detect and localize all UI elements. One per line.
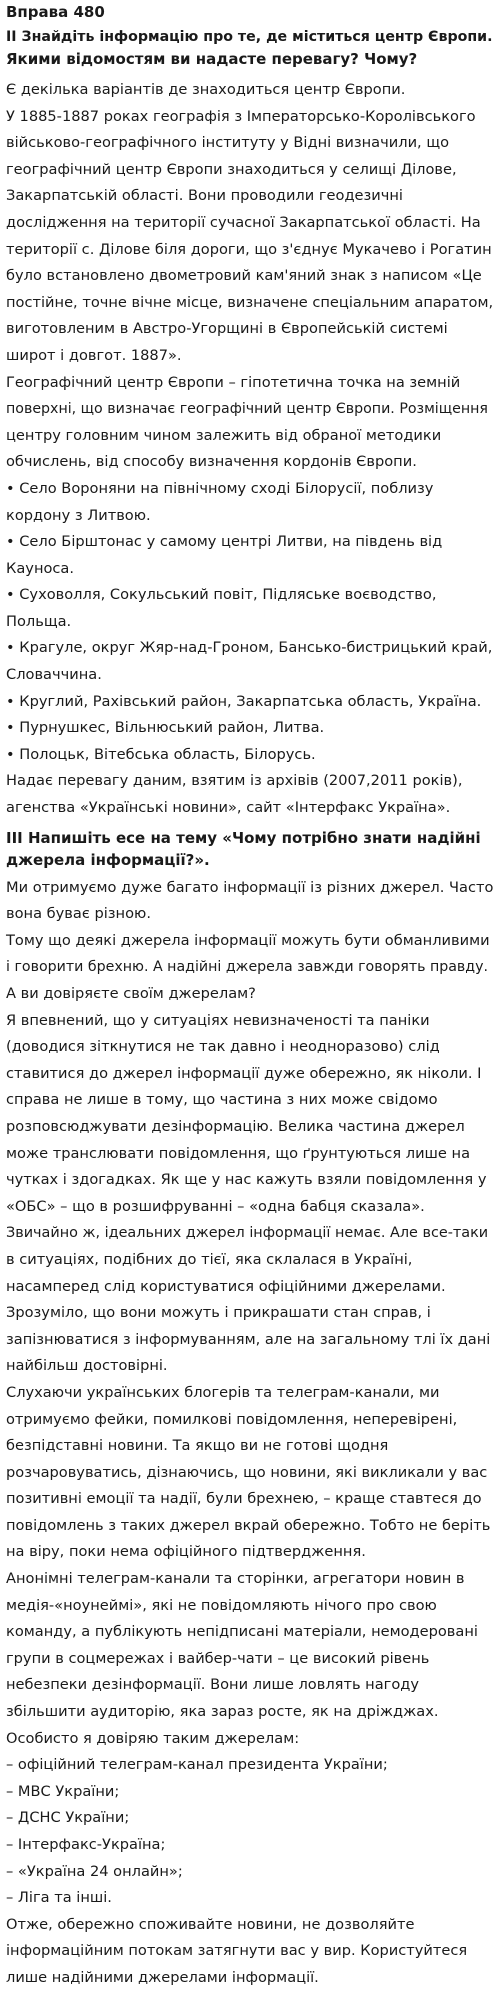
text-line: • Полоцьк, Вітебська область, Білорусь. xyxy=(6,745,316,763)
text-line: центру головним чином залежить від обраної методики xyxy=(6,426,442,444)
text-line: повідомлень з таких джерел вкрай обережно. Тобто не беріть xyxy=(6,1516,491,1534)
text-line: Слухаючи українських блогерів та телеграм-канали, ми xyxy=(6,1383,440,1401)
text-line: найбільш достовірні. xyxy=(6,1357,168,1375)
text-line: Ми отримуємо дуже багато інформації із різних джерел. Часто xyxy=(6,878,494,896)
text-line: розповсюджувати дезінформацію. Велика частина джерел xyxy=(6,1117,465,1135)
text-line: Словаччина. xyxy=(6,666,102,684)
text-line: А ви довіряєте своїм джерелам? xyxy=(6,985,256,1002)
text-line: • Село Бірштонас у самому центрі Литви, на південь від xyxy=(6,533,443,551)
text-line: було встановлено двометровий кам'яний знак з написом «Це xyxy=(6,267,482,285)
text-line: і говорити брехню. А надійні джерела завжди говорять правду. xyxy=(6,959,489,976)
text-line: • Село Вороняни на північному сході Білорусії, поблизу xyxy=(6,479,434,497)
text-line: (доводися зіткнутися не так давно і неодноразово) слід xyxy=(6,1038,440,1056)
text-line: насамперед слід користуватися офіційними джерелами. xyxy=(6,1277,446,1295)
text-line: справа не лише в тому, що частина з них може свідомо xyxy=(6,1091,438,1109)
text-line: команду, а публікують непідписані матеріали, немодеровані xyxy=(6,1623,478,1641)
text-line: – Інтерфакс-Україна; xyxy=(6,1836,166,1853)
task-2-heading-line: II Знайдіть інформацію про те, де міститься центр Європи. xyxy=(6,29,493,45)
text-line: Зрозуміло, що вони можуть і прикрашати стан справ, і xyxy=(6,1304,431,1322)
text-line: чутках і здогадках. Як ще у нас кажуть взяли повідомлення у xyxy=(6,1171,487,1189)
exercise-title: Вправа 480 xyxy=(6,3,105,21)
text-line: ставитися до джерел інформації дуже обережно, як ніколи. І xyxy=(6,1064,482,1082)
text-line: кордону з Литвою. xyxy=(6,506,151,524)
text-line: лише надійними джерелами інформації. xyxy=(6,1968,319,1986)
text-line: – офіційний телеграм-канал президента України; xyxy=(6,1756,388,1774)
text-line: може транслювати повідомлення, що ґрунтуються лише на xyxy=(6,1144,471,1162)
text-line: території с. Ділове біля дороги, що з'єднує Мукачево і Рогатин xyxy=(6,240,492,258)
text-line: У 1885-1887 роках географія з Імператорсько-Королівського xyxy=(6,107,476,125)
text-line: виготовленим в Австро-Угорщині в Європейській системі xyxy=(6,320,448,338)
text-line: дослідження на території сучасної Закарпатської області. На xyxy=(6,213,481,231)
text-line: Анонімні телеграм-канали та сторінки, агрегатори новин в xyxy=(6,1570,465,1588)
text-line: Є декілька варіантів де знаходиться центр Європи. xyxy=(6,81,406,98)
text-line: розчаровуватись, дізнаючись, що новини, які викликали у вас xyxy=(6,1463,488,1481)
text-line: Отже, обережно споживайте новини, не дозволяйте xyxy=(6,1915,415,1933)
text-line: отримуємо фейки, помилкові повідомлення, неперевірені, xyxy=(6,1410,458,1428)
essay-text xyxy=(6,875,494,1992)
text-line: збільшити аудиторію, яка зараз росте, як на дріжджах. xyxy=(6,1703,439,1721)
text-line: військово-географічного інституту у Відні визначили, що xyxy=(6,134,450,152)
text-line: агенства «Українські новини», сайт «Інтерфакс Україна». xyxy=(6,799,451,817)
text-line: • Пурнушкес, Вільнюський район, Литва. xyxy=(6,719,325,737)
text-line: медія-«ноунеймі», які не повідомляють нічого про свою xyxy=(6,1596,437,1614)
text-line: обчислень, від способу визначення кордонів Європи. xyxy=(6,453,417,471)
text-line: • Крагуле, округ Жяр-над-Гроном, Бансько-бистрицький край, xyxy=(6,639,493,657)
text-line: в ситуаціях, подібних до тієї, яка склалася в Україні, xyxy=(6,1250,413,1268)
text-line: • Круглий, Рахівський район, Закарпатська область, Україна. xyxy=(6,692,482,710)
text-line: – Ліга та інші. xyxy=(6,1889,112,1907)
text-line: групи в соцмережах і вайбер-чати – це високий рівень xyxy=(6,1649,430,1667)
text-line: Кауноса. xyxy=(6,559,75,577)
text-line: географічний центр Європи знаходиться у селищі Ділове, xyxy=(6,160,457,178)
task-2-heading xyxy=(6,26,494,70)
text-line: Я впевнений, що у ситуаціях невизначеності та паніки xyxy=(6,1011,430,1029)
text-line: постійне, точне вічне місце, визначене спеціальним апаратом, xyxy=(6,293,494,311)
text-line: вона буває різною. xyxy=(6,905,151,923)
text-line: – ДСНС України; xyxy=(6,1809,130,1827)
text-line: поверхні, що визначає географічний центр Європи. Розміщення xyxy=(6,401,488,418)
text-line: безпідставні новини. Та якщо ви не готові щодня xyxy=(6,1437,389,1455)
task-3-heading-line: III Напишіть есе на тему «Чому потрібно знати надійні xyxy=(6,828,481,847)
task-3-heading xyxy=(6,827,494,871)
text-line: Географічний центр Європи – гіпотетична точка на земній xyxy=(6,373,461,391)
task-2-answer xyxy=(6,77,494,822)
text-line: Польща. xyxy=(6,612,72,630)
text-line: Особисто я довіряю таким джерелам: xyxy=(6,1729,300,1747)
text-line: Тому що деякі джерела інформації можуть бути обманливими xyxy=(6,931,490,949)
text-line: позитивні емоції та надії, були брехнею, – краще ставтеся до xyxy=(6,1490,482,1508)
text-line: – МВС України; xyxy=(6,1782,120,1800)
text-line: широт і довгот. 1887». xyxy=(6,346,182,364)
text-line: Звичайно ж, ідеальних джерел інформації немає. Але все-таки xyxy=(6,1225,489,1242)
text-line: інформаційним потокам затягнути вас у вир. Користуйтеся xyxy=(6,1942,468,1960)
text-line: небезпеки дезінформації. Вони лише ловлять нагоду xyxy=(6,1676,419,1694)
task-2-heading-line: Якими відомостям ви надасте перевагу? Чому? xyxy=(6,50,418,68)
text-line: – «Україна 24 онлайн»; xyxy=(6,1862,183,1880)
text-line: Надає перевагу даним, взятим із архівів (2007,2011 років), xyxy=(6,772,463,790)
text-line: на віру, поки нема офіційного підтвердження. xyxy=(6,1543,366,1561)
task-3-heading-line: джерела інформації?». xyxy=(6,850,210,869)
text-line: «ОБС» – що в розшифруванні – «одна бабця сказала». xyxy=(6,1197,425,1215)
text-line: запізнюватися з інформуванням, але на загальному тлі їх дані xyxy=(6,1330,491,1348)
text-line: Закарпатській області. Вони проводили геодезичні xyxy=(6,187,403,205)
text-line: • Суховолля, Сокульський повіт, Підляське воєводство, xyxy=(6,586,437,604)
